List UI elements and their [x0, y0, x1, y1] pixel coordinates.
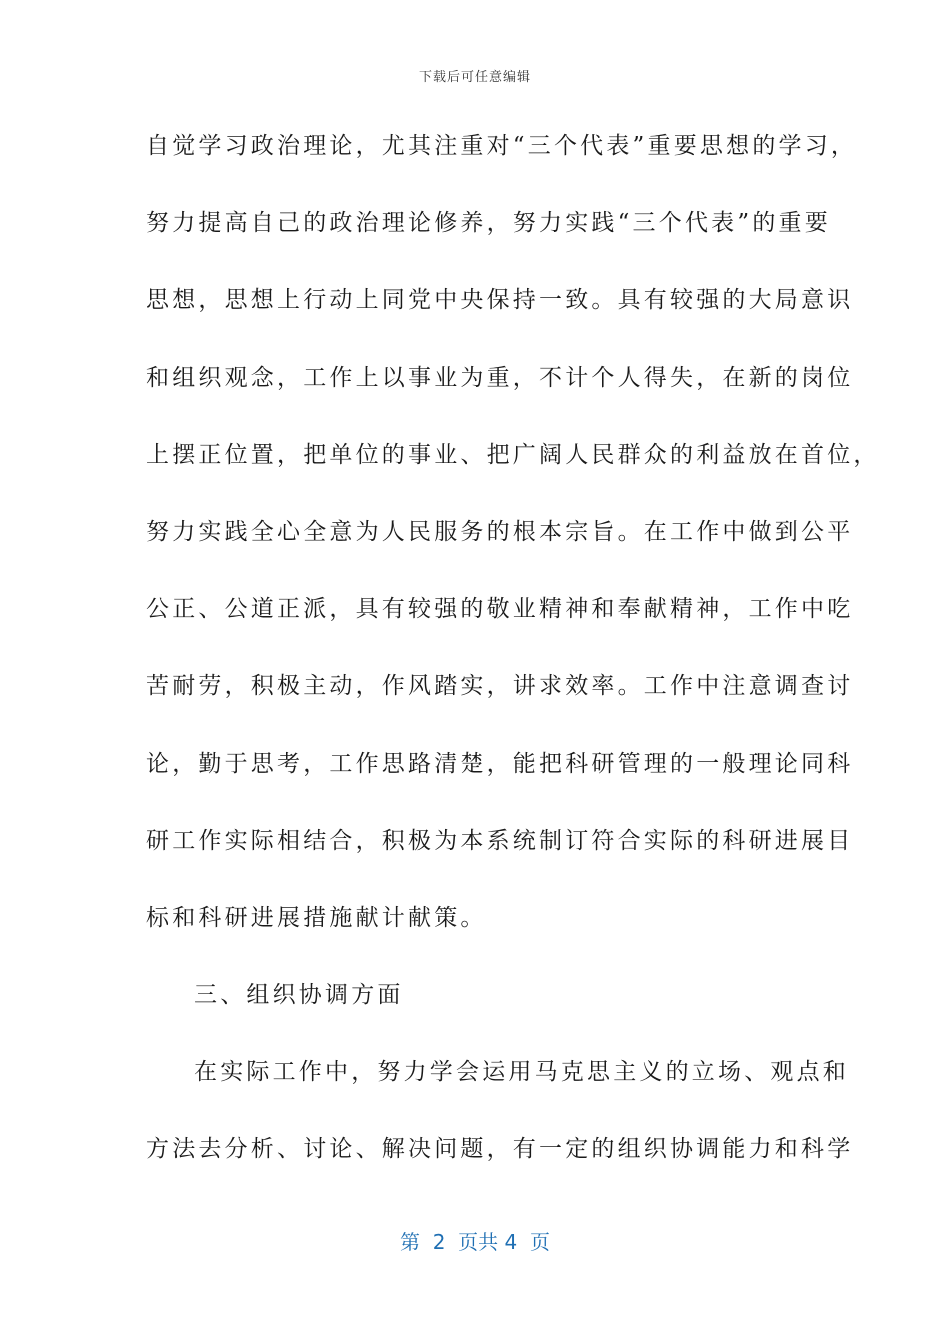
body-line: 自觉学习政治理论，尤其注重对“三个代表”重要思想的学习， — [146, 133, 858, 159]
body-line: 标和科研进展措施献计献策。 — [146, 904, 487, 931]
section-heading: 三、组织协调方面 — [194, 982, 404, 1009]
body-line: 论，勤于思考，工作思路清楚，能把科研管理的一般理论同科 — [146, 750, 854, 777]
document-body — [146, 122, 880, 1203]
header-note: 下载后可任意编辑 — [418, 70, 531, 85]
body-line: 苦耐劳，积极主动，作风踏实，讲求效率。工作中注意调查讨 — [146, 673, 854, 700]
body-line: 努力实践全心全意为人民服务的根本宗旨。在工作中做到公平 — [146, 518, 854, 545]
body-line: 和组织观念，工作上以事业为重，不计个人得失，在新的岗位 — [146, 364, 854, 391]
body-line: 方法去分析、讨论、解决问题，有一定的组织协调能力和科学 — [146, 1136, 854, 1163]
body-line: 努力提高自己的政治理论修养，努力实践“三个代表”的重要 — [146, 210, 831, 237]
page-number-footer: 第 2 页共 4 页 — [400, 1230, 550, 1254]
body-line: 公正、公道正派，具有较强的敬业精神和奉献精神，工作中吃 — [146, 596, 854, 623]
body-line: 研工作实际相结合，积极为本系统制订符合实际的科研进展目 — [146, 827, 854, 854]
body-line: 上摆正位置，把单位的事业、把广阔人民群众的利益放在首位， — [146, 441, 880, 468]
body-line: 思想，思想上行动上同党中央保持一致。具有较强的大局意识 — [146, 287, 854, 314]
body-line: 在实际工作中，努力学会运用马克思主义的立场、观点和 — [194, 1059, 849, 1086]
